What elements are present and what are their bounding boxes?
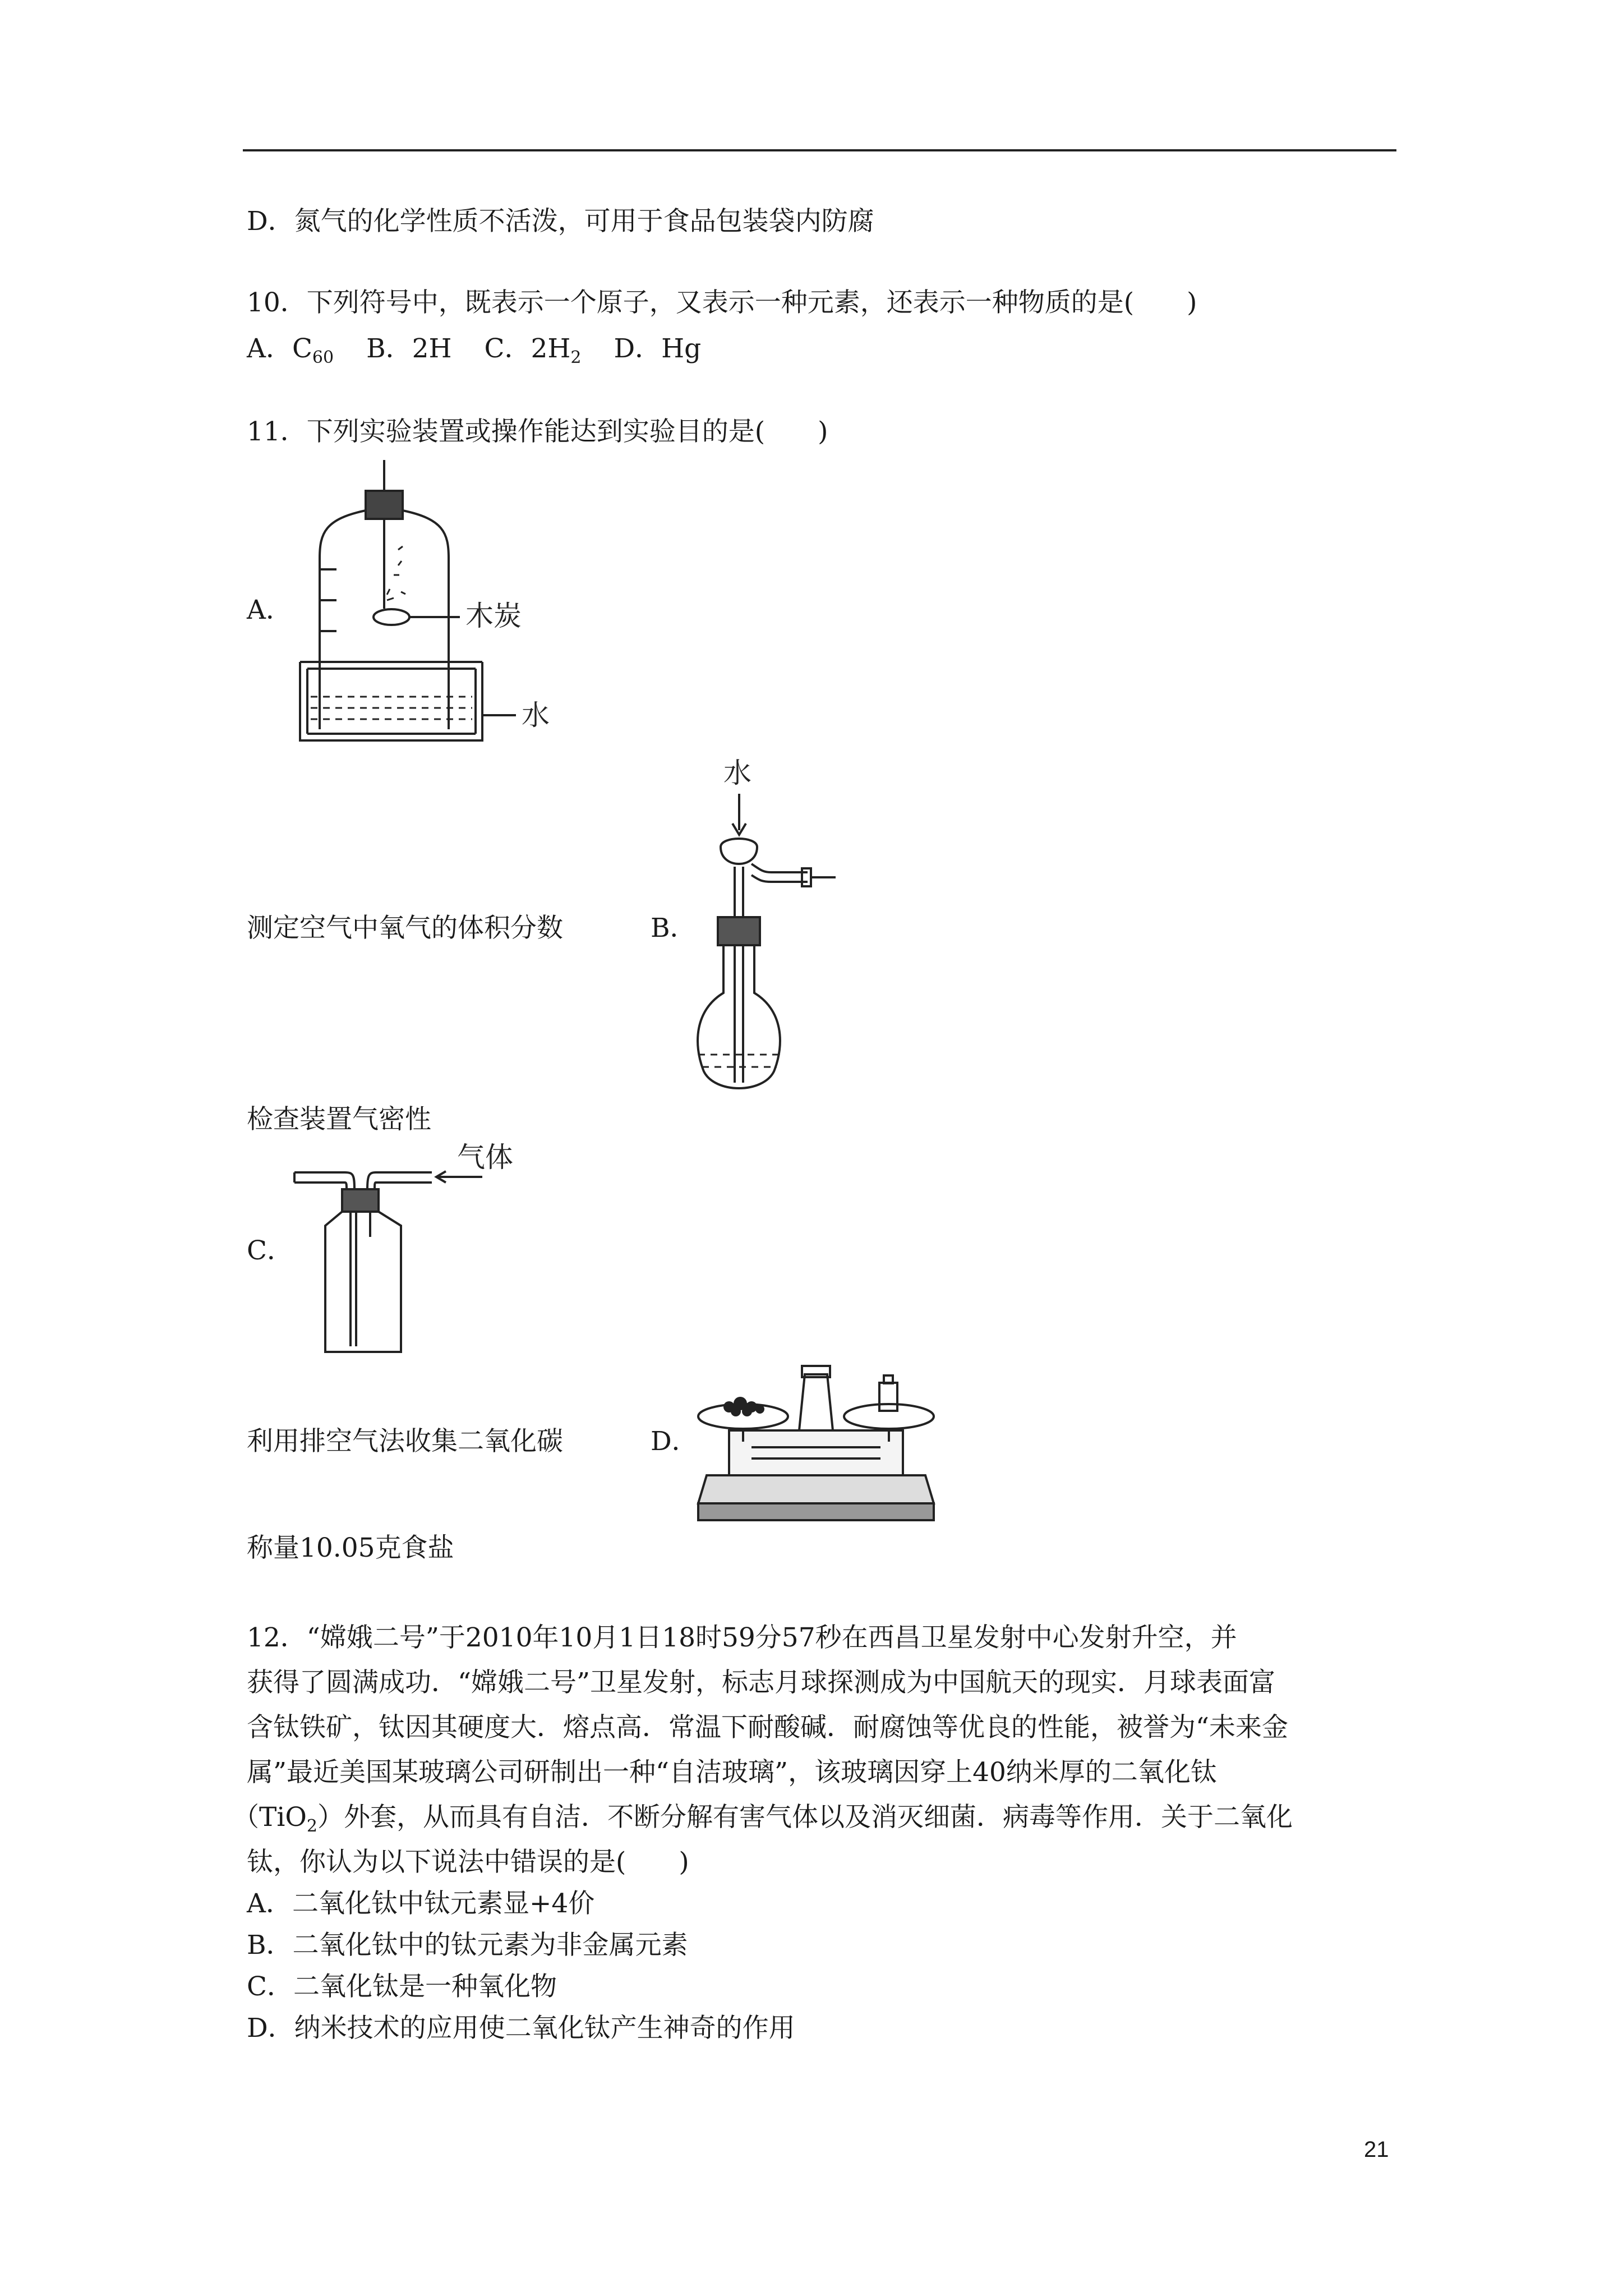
q12-option-c: C．二氧化钛是一种氧化物 (247, 1971, 557, 2002)
q11-option-c-label: C． (247, 1235, 293, 1266)
q11-option-d-label: D． (651, 1426, 698, 1457)
q10-option-c: C．$2H_2$ (484, 333, 582, 367)
q12-line6: 钛，你认为以下说法中错误的是( ) (247, 1847, 689, 1878)
q11-option-c-caption: 利用排空气法收集二氧化碳 (247, 1426, 563, 1457)
q10-option-d: D．Hg (614, 333, 702, 364)
q9-option-d: D．氮气的化学性质不活泼，可用于食品包装袋内防腐 (247, 206, 874, 237)
q10-stem: 10．下列符号中，既表示一个原子，又表示一种元素，还表示一种物质的是( ) (247, 287, 1197, 318)
q12-line4: 属”最近美国某玻璃公司研制出一种“自洁玻璃”，该玻璃因穿上40纳米厚的二氧化钛 (247, 1757, 1217, 1788)
q12-option-d: D．纳米技术的应用使二氧化钛产生神奇的作用 (247, 2013, 795, 2044)
q11-option-b-caption: 检查装置气密性 (247, 1104, 431, 1135)
figure-b-airtightness-apparatus (690, 757, 869, 1105)
q11-option-d-caption: 称量10.05克食盐 (247, 1533, 454, 1563)
figure-c-label-gas: 气体 (457, 1141, 513, 1174)
q10-option-b: B．2H (366, 333, 452, 364)
figure-b-label-water: 水 (723, 757, 751, 789)
q11-option-a-caption: 测定空气中氧气的体积分数 (247, 913, 563, 944)
q12-line2: 获得了圆满成功．“嫦娥二号”卫星发射，标志月球探测成为中国航天的现实．月球表面富 (247, 1667, 1276, 1698)
q12-option-b: B．二氧化钛中的钛元素为非金属元素 (247, 1930, 688, 1961)
page-number: 21 (1364, 2137, 1389, 2162)
figure-a-label-charcoal: 木炭 (465, 600, 522, 632)
header-rule (243, 149, 1396, 151)
figure-a-label-water: 水 (522, 699, 550, 731)
q12-option-a: A．二氧化钛中钛元素显+4价 (247, 1888, 595, 1919)
q12-line3: 含钛铁矿，钛因其硬度大．熔点高．常温下耐酸碱．耐腐蚀等优良的性能，被誉为“未来金 (247, 1712, 1289, 1743)
figure-c-gas-collection (292, 1141, 527, 1363)
figure-d-balance (695, 1363, 937, 1526)
q10-options (247, 332, 701, 375)
q11-option-a-label: A． (247, 595, 292, 625)
q12-line5: （TiO$_2$）外套，从而具有自洁．不断分解有害气体以及消灭细菌．病毒等作用．关于二氧化 (233, 1802, 1293, 1836)
q12-line1: 12．“嫦娥二号”于2010年10月1日18时59分57秒在西昌卫星发射中心发射升空，并 (247, 1622, 1237, 1653)
figure-a-oxygen-apparatus (292, 460, 561, 757)
q11-stem: 11．下列实验装置或操作能达到实验目的是( ) (247, 416, 828, 447)
q10-option-a: A．$C_{60}$ (247, 333, 334, 367)
q11-option-b-label: B． (651, 913, 697, 944)
